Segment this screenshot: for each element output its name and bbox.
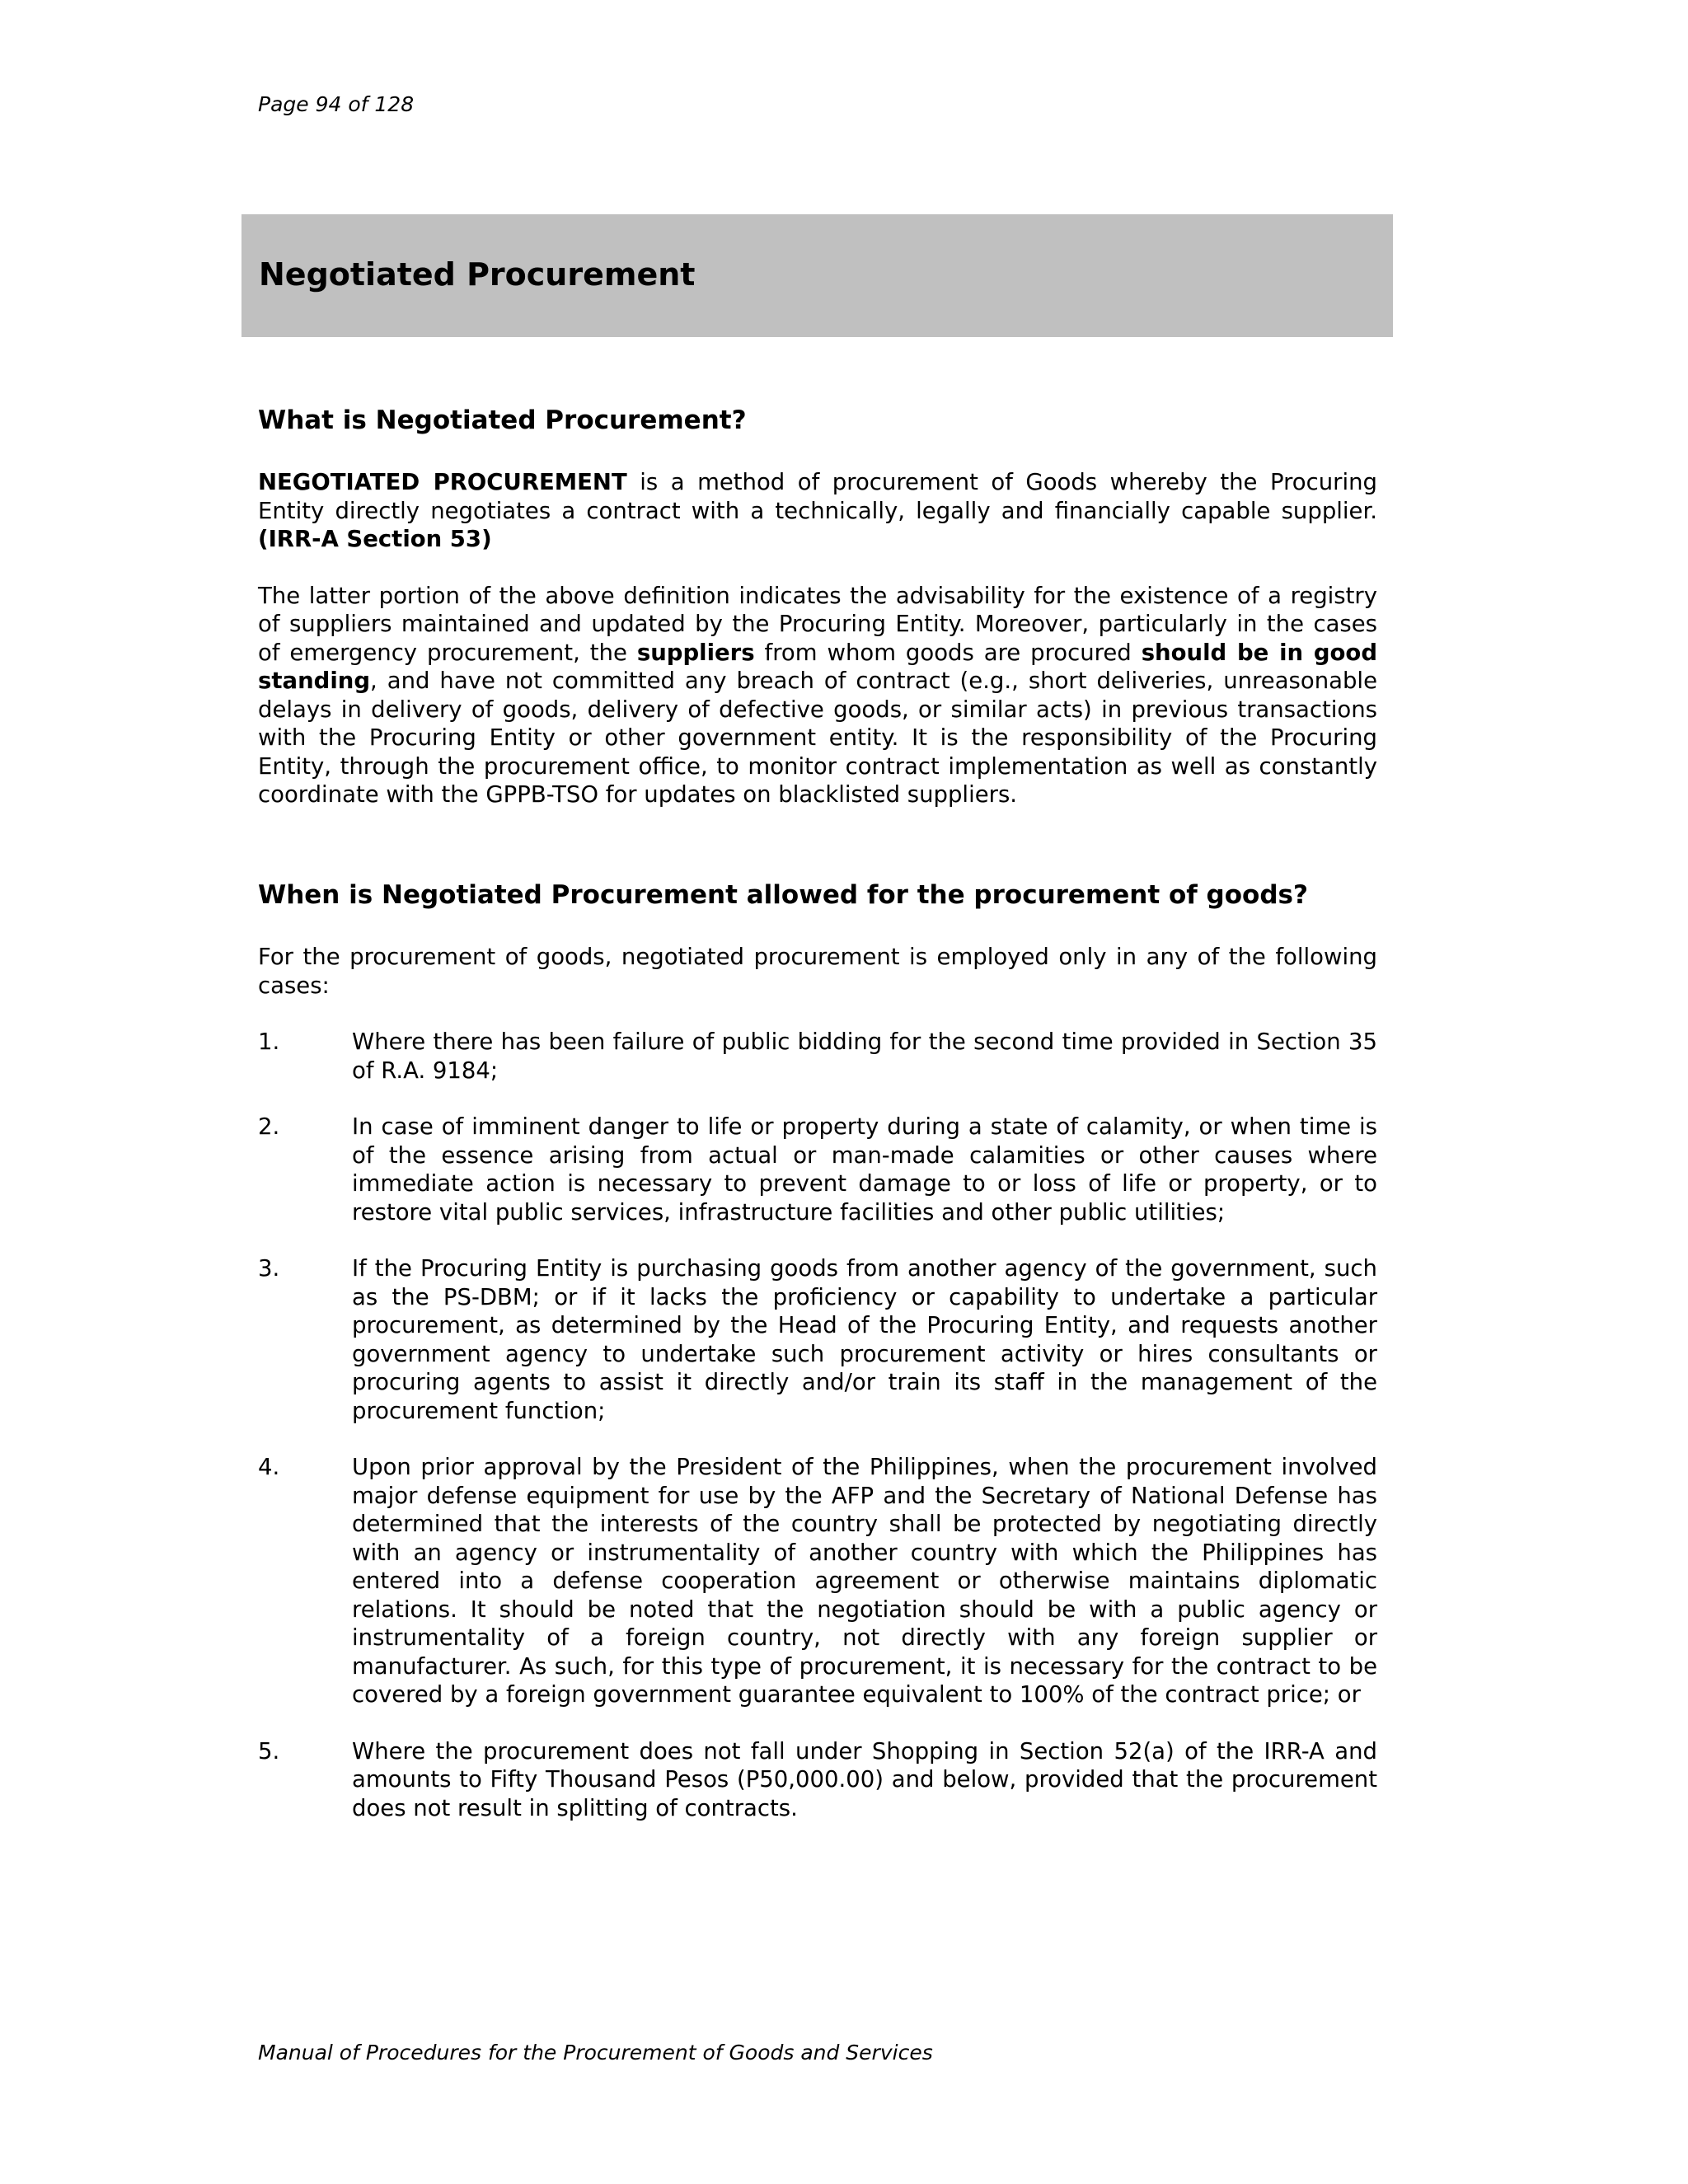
- list-item-text: Where there has been failure of public bidding for the second time provided in Section 35 of R.A. 9184;: [352, 1029, 1377, 1084]
- list-item-number: 4.: [258, 1454, 280, 1481]
- list-item-text: Upon prior approval by the President of the Philippines, when the procurement involved major defense equipment for use by the AFP and the Secretary of National Defense has determined that the interests of the country shall be protected by negotiating directly with an agency or instrumentality of another country with which the Philippines has entered into a defense cooperation agreement or otherwise maintains diplomatic relations. It should be noted that the negotiation should be with a public agency or instrumentality of a foreign country, not directly with any foreign supplier or manufacturer. As such, for this type of procurement, it is necessary for the contract to be covered by a foreign government guarantee equivalent to 100% of the contract price; or: [352, 1454, 1377, 1708]
- list-item: [258, 1028, 1377, 1085]
- list-item-text: Where the procurement does not fall under Shopping in Section 52(a) of the IRR-A and amounts to Fifty Thousand Pesos (P50,000.00) and below, provided that the procurement does not result in splitting of contracts.: [352, 1737, 1377, 1821]
- list-item-text: In case of imminent danger to life or property during a state of calamity, or when time is of the essence arising from actual or man-made calamities or other causes where immediate action is necessary to prevent damage to or loss of life or property, or to restore vital public services, infrastructure facilities and other public utilities;: [352, 1113, 1377, 1226]
- explanation-part2: from whom goods are procured: [754, 639, 1142, 666]
- title-band: [241, 214, 1393, 337]
- section-heading-when-allowed: When is Negotiated Procurement allowed for the procurement of goods?: [258, 879, 1308, 910]
- list-item: [258, 1737, 1377, 1823]
- list-item: [258, 1254, 1377, 1425]
- list-item-number: 3.: [258, 1255, 280, 1282]
- explanation-part3: , and have not committed any breach of contract (e.g., short deliveries, unreasonable delays in delivery of goods, delivery of defective goods, or similar acts) in previous transactions with the Procuring Entity or other government entity. It is the responsibility of the Procuring Entity, through the procurement office, to monitor contract implementation as well as constantly coordinate with the GPPB-TSO for updates on blacklisted suppliers.: [258, 668, 1377, 808]
- list-item: [258, 1113, 1377, 1226]
- list-item-number: 5.: [258, 1737, 280, 1765]
- explanation-bold-good-standing: should be in good standing: [258, 639, 1377, 695]
- list-item-number: 2.: [258, 1113, 280, 1141]
- definition-paragraph: [258, 468, 1377, 554]
- page-footer: Manual of Procedures for the Procurement of Goods and Services: [258, 2041, 933, 2064]
- section-heading-what-is: What is Negotiated Procurement?: [258, 405, 747, 435]
- page-number: Page 94 of 128: [258, 92, 415, 116]
- list-item-text: If the Procuring Entity is purchasing goods from another agency of the government, such as the PS-DBM; or if it lacks the proficiency or capability to undertake a particular procurement, as determined by the Head of the Procuring Entity, and requests another government agency to undertake such procurement activity or hires consultants or procuring agents to assist it directly and/or train its staff in the management of the procurement function;: [352, 1255, 1377, 1424]
- definition-text: is a method of procurement of Goods whereby the Procuring Entity directly negotiates a contract with a technically, legally and financially capable supplier.: [258, 469, 1377, 524]
- explanation-paragraph: [258, 582, 1377, 809]
- document-body: [258, 404, 1377, 1850]
- definition-term: NEGOTIATED PROCUREMENT: [258, 469, 627, 496]
- cases-intro: For the procurement of goods, negotiated procurement is employed only in any of the following cases:: [258, 944, 1377, 999]
- list-item-number: 1.: [258, 1029, 280, 1056]
- list-item: [258, 1453, 1377, 1709]
- page-title: Negotiated Procurement: [259, 256, 696, 293]
- cases-list: [258, 1028, 1377, 1822]
- definition-citation: (IRR-A Section 53): [258, 526, 492, 553]
- explanation-bold-suppliers: suppliers: [636, 639, 755, 666]
- explanation-part1: The latter portion of the above definition indicates the advisability for the existence of a registry of suppliers maintained and updated by the Procuring Entity. Moreover, particularly in the cases of emergency procurement, the: [258, 582, 1377, 666]
